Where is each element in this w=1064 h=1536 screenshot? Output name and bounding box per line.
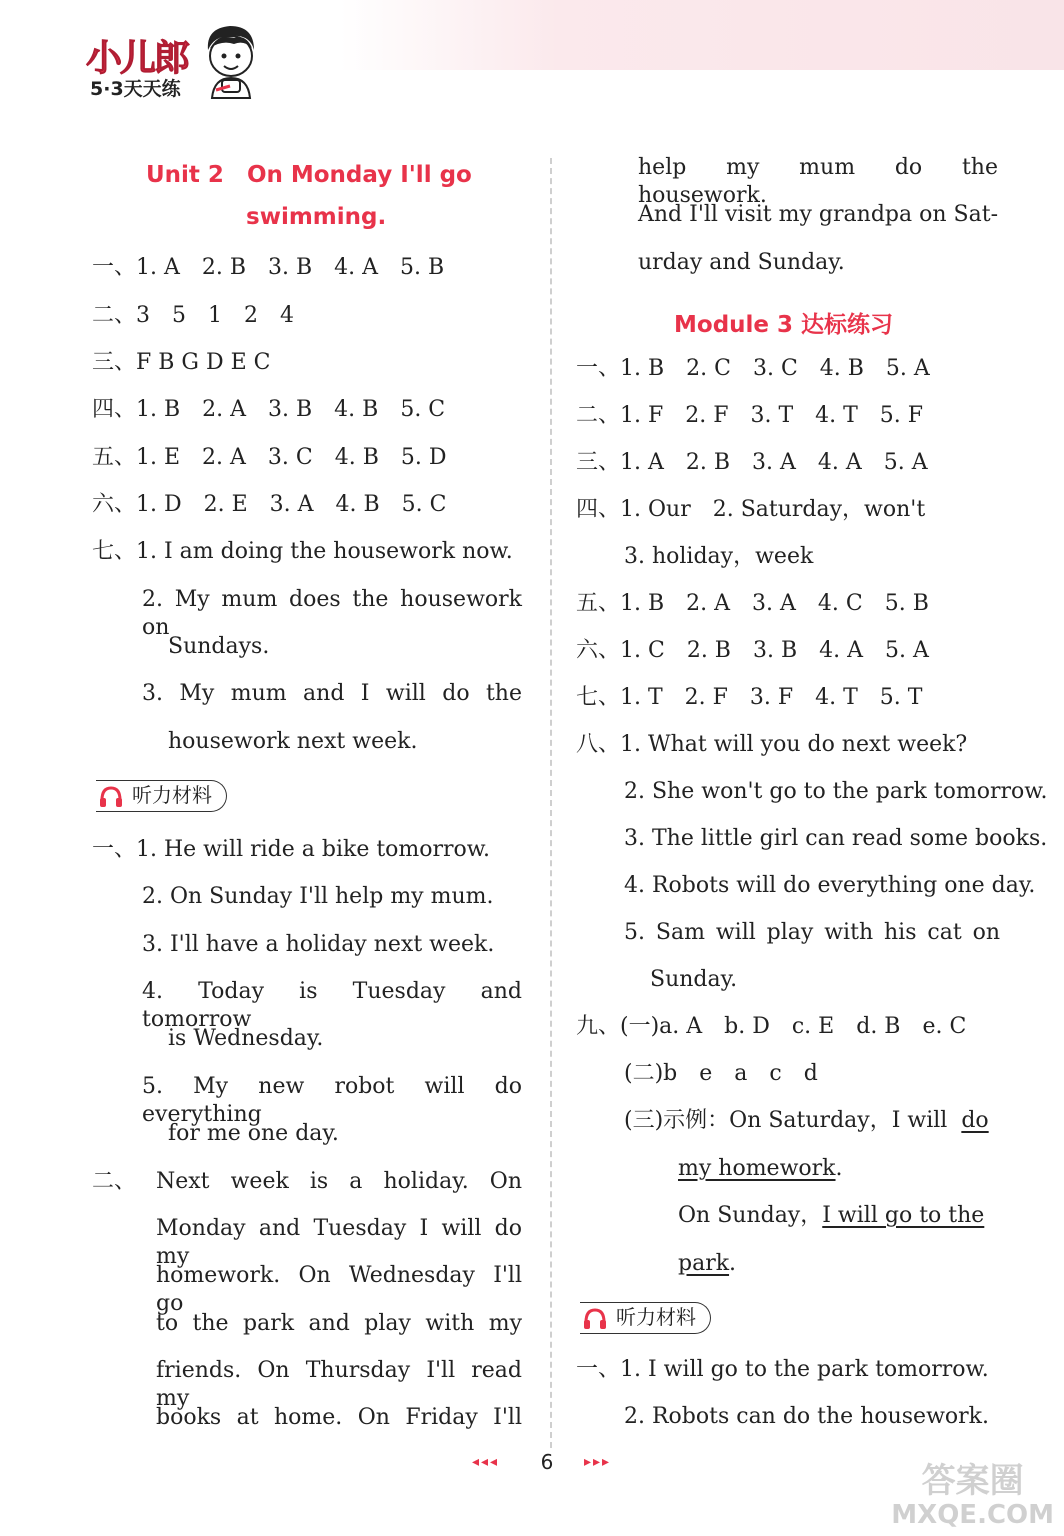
answer-section-7-item-2-cont: Sundays. <box>168 634 270 659</box>
listening-1-item-4: 4. Today is Tuesday and tomorrow <box>142 979 522 1032</box>
column-divider <box>550 158 552 1448</box>
page-number: 6 <box>540 1450 554 1474</box>
sample-answer-blank: park <box>678 1251 730 1276</box>
next-arrows-icon: ▸▸▸ <box>584 1454 612 1470</box>
listening-2-line: books at home. On Friday I'll <box>156 1405 522 1430</box>
listening-material-label <box>580 1302 711 1334</box>
listening-2-line: Next week is a holiday. On <box>156 1169 522 1194</box>
module-title: Module 3 达标练习 <box>674 312 894 338</box>
brand-logo: 小儿郎 <box>86 38 189 79</box>
answer-section-1: 一、1. A 2. B 3. B 4. A 5. B <box>92 255 445 280</box>
answer-section-4: 四、1. B 2. A 3. B 4. B 5. C <box>92 397 446 422</box>
module-answer-4-cont: 3. holiday，week <box>624 544 814 569</box>
module-answer-9-part-2: (二)b e a c d <box>624 1061 818 1086</box>
answer-section-7-item-2: 2. My mum does the housework on <box>142 587 522 640</box>
module-listening-item-1: 一、1. I will go to the park tomorrow. <box>576 1357 989 1382</box>
module-answer-9-part-3 <box>624 1107 989 1135</box>
listening-1-item-5: 5. My new robot will do everything <box>142 1074 522 1127</box>
watermark <box>891 1462 1054 1530</box>
listening-1-item-1: 一、1. He will ride a bike tomorrow. <box>92 837 491 862</box>
listening-2-marker: 二、 <box>92 1169 137 1194</box>
module-answer-1: 一、1. B 2. C 3. C 4. B 5. A <box>576 356 930 381</box>
listening-material-text: 听力材料 <box>132 783 212 807</box>
listening-1-item-2: 2. On Sunday I'll help my mum. <box>142 884 494 909</box>
unit-title-line1: Unit 2 On Monday I'll go <box>146 162 472 188</box>
answer-section-5: 五、1. E 2. A 3. C 4. B 5. D <box>92 445 447 470</box>
module-answer-9-part-3-line-2: On Sunday，I will go to the <box>678 1203 985 1228</box>
module-answer-8-item-3: 3. The little girl can read some books. <box>624 826 1048 851</box>
sample-answer-blank: my homework <box>678 1156 836 1181</box>
answer-section-7-item-3-cont: housework next week. <box>168 729 418 754</box>
listening-material-label <box>96 780 227 812</box>
listening-1-item-5-cont: for me one day. <box>168 1121 339 1146</box>
prev-arrows-icon: ◂◂◂ <box>472 1454 500 1470</box>
module-answer-9-part-3-cont: my homework. <box>678 1156 843 1181</box>
answer-section-2: 二、3 5 1 2 4 <box>92 303 294 328</box>
module-answer-9-part-1: 九、(一)a. A b. D c. E d. B e. C <box>576 1014 967 1039</box>
module-answer-8-item-5-cont: Sunday. <box>650 967 738 992</box>
module-answer-8-item-1: 八、1. What will you do next week? <box>576 732 968 757</box>
listening-2-continued: help my mum do the housework. <box>638 155 998 208</box>
module-answer-9-part-3-line-2-cont: park. <box>678 1251 737 1276</box>
listening-1-item-4-cont: is Wednesday. <box>168 1026 324 1051</box>
listening-2-continued: And I'll visit my grandpa on Sat- <box>638 202 998 227</box>
module-answer-2: 二、1. F 2. F 3. T 4. T 5. F <box>576 403 924 428</box>
listening-1-item-3: 3. I'll have a holiday next week. <box>142 932 495 957</box>
headphones-icon <box>98 784 124 808</box>
module-answer-8-item-4: 4. Robots will do everything one day. <box>624 873 1036 898</box>
mascot-icon <box>200 20 262 100</box>
module-answer-8-item-5: 5. Sam will play with his cat on <box>624 920 1000 945</box>
listening-material-text: 听力材料 <box>616 1305 696 1329</box>
sample-answer-prefix: (三)示例：On Saturday，I will <box>624 1108 948 1133</box>
listening-2-continued: urday and Sunday. <box>638 250 845 275</box>
answer-section-3: 三、F B G D E C <box>92 350 271 375</box>
listening-2-line: to the park and play with my <box>156 1311 522 1336</box>
header-band <box>340 0 1064 70</box>
module-answer-7: 七、1. T 2. F 3. F 4. T 5. T <box>576 685 923 710</box>
headphones-icon <box>582 1306 608 1330</box>
answer-section-7-item-1: 七、1. I am doing the housework now. <box>92 539 513 564</box>
answer-section-6: 六、1. D 2. E 3. A 4. B 5. C <box>92 492 447 517</box>
module-listening-item-2: 2. Robots can do the housework. <box>624 1404 989 1429</box>
listening-2-line: friends. On Thursday I'll read my <box>156 1358 522 1411</box>
unit-title-line2: swimming. <box>246 204 387 230</box>
sample-answer-blank: do <box>961 1108 989 1133</box>
module-answer-4: 四、1. Our 2. Saturday，won't <box>576 497 926 522</box>
sample-answer-blank: I will go to the <box>822 1203 985 1228</box>
module-answer-3: 三、1. A 2. B 3. A 4. A 5. A <box>576 450 928 475</box>
watermark-title: 答案圈 <box>921 1461 1024 1501</box>
watermark-url: MXQE.COM <box>891 1500 1054 1530</box>
module-answer-5: 五、1. B 2. A 3. A 4. C 5. B <box>576 591 929 616</box>
module-answer-6: 六、1. C 2. B 3. B 4. A 5. A <box>576 638 929 663</box>
module-answer-8-item-2: 2. She won't go to the park tomorrow. <box>624 779 1048 804</box>
series-name: 5·3天天练 <box>90 78 181 100</box>
listening-2-line: homework. On Wednesday I'll go <box>156 1263 522 1316</box>
answer-section-7-item-3: 3. My mum and I will do the <box>142 681 522 706</box>
listening-2-line: Monday and Tuesday I will do my <box>156 1216 522 1269</box>
